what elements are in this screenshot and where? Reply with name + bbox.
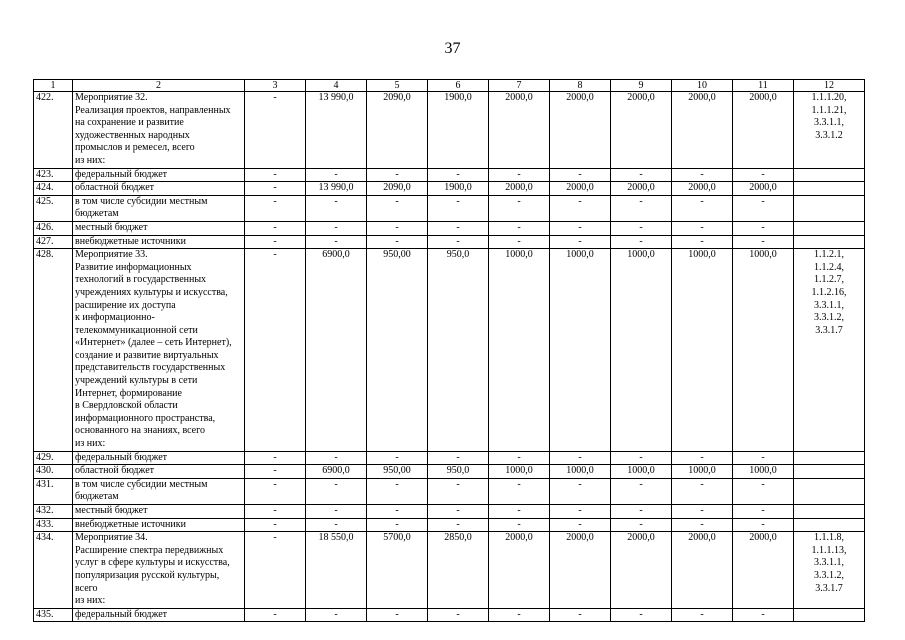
column-header: 11	[733, 80, 794, 92]
row-number: 432.	[34, 505, 73, 519]
row-value: 1000,0	[489, 249, 550, 452]
row-number: 425.	[34, 195, 73, 221]
column-header: 5	[367, 80, 428, 92]
row-number: 423.	[34, 168, 73, 182]
row-value: 1900,0	[428, 182, 489, 196]
row-value: -	[489, 608, 550, 622]
row-value: 6900,0	[306, 249, 367, 452]
row-value: 13 990,0	[306, 92, 367, 169]
row-number: 422.	[34, 92, 73, 169]
row-value: -	[306, 505, 367, 519]
row-value: 13 990,0	[306, 182, 367, 196]
table-row	[34, 195, 865, 221]
row-value: -	[245, 249, 306, 452]
table-row	[34, 505, 865, 519]
row-name: внебюджетные источники	[73, 235, 245, 249]
row-value: -	[672, 518, 733, 532]
row-name: федеральный бюджет	[73, 451, 245, 465]
row-number: 431.	[34, 478, 73, 504]
row-name: в том числе субсидии местным бюджетам	[73, 195, 245, 221]
row-value: -	[306, 608, 367, 622]
row-value: -	[245, 478, 306, 504]
row-value: -	[733, 608, 794, 622]
table-row	[34, 451, 865, 465]
row-value: 2000,0	[611, 92, 672, 169]
column-header: 12	[794, 80, 865, 92]
row-value: 18 550,0	[306, 532, 367, 609]
row-value: -	[489, 168, 550, 182]
row-number: 434.	[34, 532, 73, 609]
row-value: -	[733, 518, 794, 532]
row-value: -	[367, 608, 428, 622]
row-number: 424.	[34, 182, 73, 196]
row-value: -	[367, 235, 428, 249]
row-number: 435.	[34, 608, 73, 622]
row-value: 2000,0	[550, 532, 611, 609]
row-value: -	[611, 168, 672, 182]
row-targets	[794, 195, 865, 221]
row-value: -	[733, 478, 794, 504]
row-value: 1000,0	[611, 249, 672, 452]
row-value: 950,00	[367, 465, 428, 479]
row-value: 950,00	[367, 249, 428, 452]
row-value: -	[672, 608, 733, 622]
row-targets	[794, 608, 865, 622]
row-value: 2000,0	[489, 532, 550, 609]
row-value: -	[733, 451, 794, 465]
table-row	[34, 235, 865, 249]
row-number: 429.	[34, 451, 73, 465]
row-value: -	[367, 478, 428, 504]
row-value: -	[367, 505, 428, 519]
row-value: -	[672, 235, 733, 249]
row-value: -	[306, 221, 367, 235]
header-row	[34, 80, 865, 92]
row-value: -	[733, 195, 794, 221]
row-value: 1000,0	[733, 465, 794, 479]
row-value: -	[489, 195, 550, 221]
row-number: 430.	[34, 465, 73, 479]
row-value: -	[611, 608, 672, 622]
row-value: -	[611, 518, 672, 532]
row-value: -	[245, 92, 306, 169]
row-value: 950,0	[428, 465, 489, 479]
row-value: 1900,0	[428, 92, 489, 169]
row-value: 1000,0	[672, 465, 733, 479]
row-value: -	[428, 505, 489, 519]
row-name: областной бюджет	[73, 182, 245, 196]
row-value: -	[672, 478, 733, 504]
row-name: внебюджетные источники	[73, 518, 245, 532]
row-value: 1000,0	[550, 465, 611, 479]
row-value: -	[611, 235, 672, 249]
row-value: -	[489, 518, 550, 532]
table-row	[34, 182, 865, 196]
page-number: 37	[444, 40, 461, 57]
row-targets	[794, 221, 865, 235]
row-value: 2000,0	[611, 182, 672, 196]
row-value: -	[550, 221, 611, 235]
row-value: -	[550, 168, 611, 182]
row-name: Мероприятие 32. Реализация проектов, направленных на сохранение и развитие художественных народных промыслов и ремесел, всего из них:	[73, 92, 245, 169]
row-value: -	[306, 518, 367, 532]
table-row	[34, 478, 865, 504]
table-body	[34, 80, 865, 622]
row-value: -	[428, 221, 489, 235]
row-value: -	[245, 465, 306, 479]
row-value: -	[550, 195, 611, 221]
row-value: 2000,0	[672, 92, 733, 169]
row-value: -	[306, 195, 367, 221]
row-value: 2850,0	[428, 532, 489, 609]
row-value: -	[367, 195, 428, 221]
row-value: 2000,0	[733, 182, 794, 196]
row-value: 1000,0	[489, 465, 550, 479]
row-name: областной бюджет	[73, 465, 245, 479]
row-value: -	[489, 505, 550, 519]
row-number: 426.	[34, 221, 73, 235]
row-value: -	[428, 195, 489, 221]
row-value: -	[550, 451, 611, 465]
row-targets	[794, 168, 865, 182]
column-header: 4	[306, 80, 367, 92]
row-value: -	[428, 451, 489, 465]
table-row	[34, 221, 865, 235]
row-value: -	[550, 478, 611, 504]
row-value: 2000,0	[733, 92, 794, 169]
row-value: 1000,0	[611, 465, 672, 479]
row-value: -	[367, 451, 428, 465]
row-value: 2000,0	[733, 532, 794, 609]
row-value: 1000,0	[672, 249, 733, 452]
row-value: -	[245, 235, 306, 249]
row-targets	[794, 465, 865, 479]
table-row	[34, 532, 865, 609]
row-name: федеральный бюджет	[73, 168, 245, 182]
row-value: -	[672, 168, 733, 182]
row-value: -	[245, 505, 306, 519]
row-value: -	[733, 235, 794, 249]
column-header: 3	[245, 80, 306, 92]
table-row	[34, 608, 865, 622]
row-value: -	[611, 195, 672, 221]
row-value: -	[733, 505, 794, 519]
row-value: -	[489, 451, 550, 465]
row-value: -	[306, 451, 367, 465]
column-header: 6	[428, 80, 489, 92]
row-value: 2090,0	[367, 182, 428, 196]
row-value: -	[306, 478, 367, 504]
row-targets: 1.1.1.8, 1.1.1.13, 3.3.1.1, 3.3.1.2, 3.3.1.7	[794, 532, 865, 609]
row-number: 433.	[34, 518, 73, 532]
row-value: -	[306, 235, 367, 249]
row-value: -	[367, 221, 428, 235]
row-targets	[794, 518, 865, 532]
row-number: 427.	[34, 235, 73, 249]
row-value: -	[245, 518, 306, 532]
table-row	[34, 168, 865, 182]
row-value: -	[733, 168, 794, 182]
budget-table	[33, 79, 865, 622]
row-value: 2000,0	[489, 182, 550, 196]
row-value: 2000,0	[550, 182, 611, 196]
table-row	[34, 465, 865, 479]
column-header: 9	[611, 80, 672, 92]
row-number: 428.	[34, 249, 73, 452]
column-header: 1	[34, 80, 73, 92]
row-value: -	[611, 221, 672, 235]
row-targets: 1.1.2.1, 1.1.2.4, 1.1.2.7, 1.1.2.16, 3.3.1.1, 3.3.1.2, 3.3.1.7	[794, 249, 865, 452]
row-value: -	[428, 518, 489, 532]
row-value: 6900,0	[306, 465, 367, 479]
row-value: -	[733, 221, 794, 235]
row-value: -	[306, 168, 367, 182]
row-name: местный бюджет	[73, 221, 245, 235]
row-value: -	[367, 168, 428, 182]
row-value: 2090,0	[367, 92, 428, 169]
row-value: -	[245, 451, 306, 465]
row-value: -	[428, 608, 489, 622]
row-value: -	[489, 478, 550, 504]
row-value: 2000,0	[489, 92, 550, 169]
row-value: -	[245, 221, 306, 235]
row-targets: 1.1.1.20, 1.1.1.21, 3.3.1.1, 3.3.1.2	[794, 92, 865, 169]
row-value: -	[672, 195, 733, 221]
column-header: 10	[672, 80, 733, 92]
row-value: -	[672, 451, 733, 465]
row-value: -	[428, 478, 489, 504]
row-value: -	[245, 168, 306, 182]
row-value: 1000,0	[733, 249, 794, 452]
row-targets	[794, 235, 865, 249]
row-value: -	[550, 608, 611, 622]
row-targets	[794, 478, 865, 504]
table-row	[34, 249, 865, 452]
row-value: -	[611, 478, 672, 504]
row-value: 950,0	[428, 249, 489, 452]
row-value: 2000,0	[550, 92, 611, 169]
row-value: -	[489, 235, 550, 249]
row-value: -	[367, 518, 428, 532]
row-value: -	[611, 505, 672, 519]
row-name: в том числе субсидии местным бюджетам	[73, 478, 245, 504]
row-value: -	[245, 532, 306, 609]
row-value: -	[489, 221, 550, 235]
row-name: Мероприятие 33. Развитие информационных технологий в государственных учреждениях культуры и искусства, расширение их доступа к информационно- телекоммуникационной сети «Интернет» (далее – сеть Интернет), создание и развитие виртуальных представительств государственных учреждений культуры в сети Интернет, формирование в Свердловской области информационного пространства, основанного на знаниях, всего из них:	[73, 249, 245, 452]
row-targets	[794, 451, 865, 465]
table-row	[34, 92, 865, 169]
row-value: -	[245, 195, 306, 221]
row-value: -	[245, 182, 306, 196]
row-value: -	[428, 168, 489, 182]
row-value: -	[428, 235, 489, 249]
row-value: -	[550, 505, 611, 519]
table-row	[34, 518, 865, 532]
row-value: 2000,0	[611, 532, 672, 609]
row-name: местный бюджет	[73, 505, 245, 519]
row-targets	[794, 505, 865, 519]
row-name: федеральный бюджет	[73, 608, 245, 622]
column-header: 7	[489, 80, 550, 92]
row-name: Мероприятие 34. Расширение спектра передвижных услуг в сфере культуры и искусства, популяризация русской культуры, всего из них:	[73, 532, 245, 609]
row-value: -	[672, 221, 733, 235]
row-value: 1000,0	[550, 249, 611, 452]
row-value: -	[611, 451, 672, 465]
column-header: 2	[73, 80, 245, 92]
row-value: -	[245, 608, 306, 622]
row-value: 2000,0	[672, 182, 733, 196]
row-value: -	[550, 518, 611, 532]
row-value: -	[550, 235, 611, 249]
column-header: 8	[550, 80, 611, 92]
row-value: 5700,0	[367, 532, 428, 609]
row-value: -	[672, 505, 733, 519]
row-targets	[794, 182, 865, 196]
row-value: 2000,0	[672, 532, 733, 609]
